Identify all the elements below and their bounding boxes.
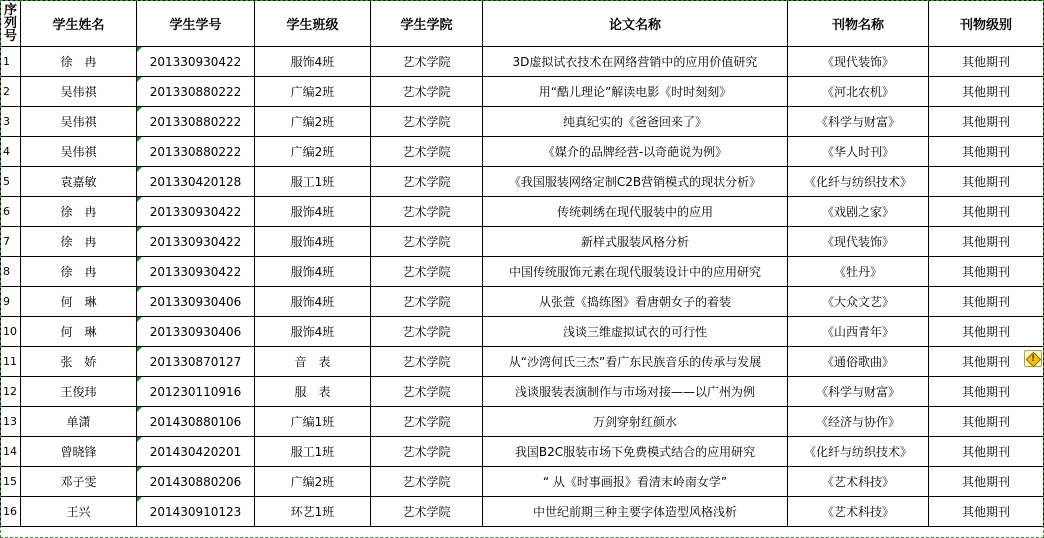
cell-class[interactable]: 服饰4班 xyxy=(255,47,371,77)
cell-journal[interactable]: 《化纤与纺织技术》 xyxy=(788,167,929,197)
cell-paper[interactable]: 新样式服装风格分析 xyxy=(483,227,788,257)
header-paper[interactable]: 论文名称 xyxy=(483,1,788,47)
cell-student-id[interactable]: 201430910123 xyxy=(137,497,255,527)
cell-no[interactable]: 15 xyxy=(1,467,21,497)
cell-no[interactable]: 16 xyxy=(1,497,21,527)
cell-class[interactable]: 广编2班 xyxy=(255,107,371,137)
cell-level[interactable]: 其他期刊 xyxy=(929,137,1044,167)
header-college[interactable]: 学生学院 xyxy=(371,1,483,47)
cell-name[interactable]: 袁嘉敏 xyxy=(21,167,137,197)
cell-student-id[interactable]: 201330930422 xyxy=(137,227,255,257)
cell-level[interactable]: 其他期刊 xyxy=(929,377,1044,407)
cell-student-id[interactable]: 201430880106 xyxy=(137,407,255,437)
cell-student-id[interactable]: 201330870127 xyxy=(137,347,255,377)
cell-level[interactable]: 其他期刊 xyxy=(929,257,1044,287)
cell-student-id[interactable]: 201330880222 xyxy=(137,107,255,137)
cell-college[interactable]: 艺术学院 xyxy=(371,77,483,107)
cell-paper[interactable]: 中国传统服饰元素在现代服装设计中的应用研究 xyxy=(483,257,788,287)
cell-class[interactable]: 服饰4班 xyxy=(255,287,371,317)
cell-name[interactable]: 徐 冉 xyxy=(21,197,137,227)
cell-level[interactable]: 其他期刊 xyxy=(929,287,1044,317)
cell-college[interactable]: 艺术学院 xyxy=(371,167,483,197)
cell-level[interactable]: 其他期刊 xyxy=(929,467,1044,497)
cell-student-id[interactable]: 201330930422 xyxy=(137,47,255,77)
cell-no[interactable]: 12 xyxy=(1,377,21,407)
table-row xyxy=(1,197,1044,227)
cell-no[interactable]: 3 xyxy=(1,107,21,137)
cell-paper[interactable]: 中世纪前期三种主要字体造型风格浅析 xyxy=(483,497,788,527)
cell-college[interactable]: 艺术学院 xyxy=(371,287,483,317)
cell-level[interactable]: 其他期刊 xyxy=(929,497,1044,527)
cell-class[interactable]: 服工1班 xyxy=(255,437,371,467)
cell-journal[interactable]: 《戏剧之家》 xyxy=(788,197,929,227)
cell-no[interactable]: 5 xyxy=(1,167,21,197)
cell-no[interactable]: 6 xyxy=(1,197,21,227)
cell-class[interactable]: 环艺1班 xyxy=(255,497,371,527)
cell-name[interactable]: 吴伟祺 xyxy=(21,107,137,137)
warning-diamond-icon[interactable] xyxy=(1024,350,1042,367)
cell-journal[interactable]: 《山西青年》 xyxy=(788,317,929,347)
cell-paper[interactable]: 浅谈服装表演制作与市场对接——以广州为例 xyxy=(483,377,788,407)
cell-level[interactable]: 其他期刊 ! xyxy=(929,347,1044,377)
cell-no[interactable]: 1 xyxy=(1,47,21,77)
cell-class[interactable]: 服 表 xyxy=(255,377,371,407)
cell-student-id[interactable]: 201330880222 xyxy=(137,77,255,107)
header-class[interactable]: 学生班级 xyxy=(255,1,371,47)
table-row xyxy=(1,317,1044,347)
cell-level[interactable]: 其他期刊 xyxy=(929,77,1044,107)
table-row xyxy=(1,497,1044,527)
cell-name[interactable]: 吴伟祺 xyxy=(21,77,137,107)
cell-paper[interactable]: 《媒介的品牌经营-以奇葩说为例》 xyxy=(483,137,788,167)
cell-paper[interactable]: 《我国服装网络定制C2B营销模式的现状分析》 xyxy=(483,167,788,197)
cell-no[interactable]: 4 xyxy=(1,137,21,167)
cell-level[interactable]: 其他期刊 xyxy=(929,227,1044,257)
cell-no[interactable]: 11 xyxy=(1,347,21,377)
cell-name[interactable]: 徐 冉 xyxy=(21,47,137,77)
cell-no[interactable]: 2 xyxy=(1,77,21,107)
cell-name[interactable]: 何 琳 xyxy=(21,317,137,347)
cell-paper[interactable]: 浅谈三维虚拟试衣的可行性 xyxy=(483,317,788,347)
cell-level[interactable]: 其他期刊 xyxy=(929,317,1044,347)
cell-college[interactable]: 艺术学院 xyxy=(371,227,483,257)
cell-paper[interactable]: 万剑穿射红颜水 xyxy=(483,407,788,437)
header-no-line: 列 xyxy=(3,16,17,31)
table-row xyxy=(1,47,1044,77)
cell-paper[interactable]: 传统刺绣在现代服装中的应用 xyxy=(483,197,788,227)
cell-college[interactable]: 艺术学院 xyxy=(371,137,483,167)
cell-college[interactable]: 艺术学院 xyxy=(371,197,483,227)
cell-journal[interactable]: 《科学与财富》 xyxy=(788,377,929,407)
cell-paper[interactable]: 用“酷儿理论”解读电影《时时刻刻》 xyxy=(483,77,788,107)
cell-journal[interactable]: 《现代装饰》 xyxy=(788,47,929,77)
cell-level[interactable]: 其他期刊 xyxy=(929,47,1044,77)
cell-college[interactable]: 艺术学院 xyxy=(371,347,483,377)
table-row xyxy=(1,107,1044,137)
cell-paper[interactable]: 3D虚拟试衣技术在网络营销中的应用价值研究 xyxy=(483,47,788,77)
table-row xyxy=(1,407,1044,437)
table-row xyxy=(1,137,1044,167)
cell-name[interactable]: 徐 冉 xyxy=(21,257,137,287)
cell-no[interactable]: 9 xyxy=(1,287,21,317)
cell-student-id[interactable]: 201330930406 xyxy=(137,287,255,317)
cell-level[interactable]: 其他期刊 xyxy=(929,407,1044,437)
cell-journal[interactable]: 《经济与协作》 xyxy=(788,407,929,437)
cell-name[interactable]: 何 琳 xyxy=(21,287,137,317)
table-row xyxy=(1,77,1044,107)
cell-college[interactable]: 艺术学院 xyxy=(371,437,483,467)
header-level[interactable]: 刊物级别 xyxy=(929,1,1044,47)
cell-college[interactable]: 艺术学院 xyxy=(371,497,483,527)
cell-class[interactable]: 服工1班 xyxy=(255,167,371,197)
header-no-line: 号 xyxy=(3,29,17,44)
page-break-left xyxy=(0,0,1,538)
cell-class[interactable]: 服饰4班 xyxy=(255,197,371,227)
header-name[interactable]: 学生姓名 xyxy=(21,1,137,47)
cell-student-id[interactable]: 201330420128 xyxy=(137,167,255,197)
cell-level[interactable]: 其他期刊 xyxy=(929,107,1044,137)
cell-student-id[interactable]: 201230110916 xyxy=(137,377,255,407)
cell-college[interactable]: 艺术学院 xyxy=(371,317,483,347)
cell-no[interactable]: 10 xyxy=(1,317,21,347)
cell-name[interactable]: 王俊玮 xyxy=(21,377,137,407)
header-row xyxy=(1,1,1044,47)
cell-name[interactable]: 邓子雯 xyxy=(21,467,137,497)
cell-no[interactable]: 7 xyxy=(1,227,21,257)
cell-college[interactable]: 艺术学院 xyxy=(371,407,483,437)
cell-class[interactable]: 音 表 xyxy=(255,347,371,377)
cell-journal[interactable]: 《华人时刊》 xyxy=(788,137,929,167)
cell-name[interactable]: 单潇 xyxy=(21,407,137,437)
table-row xyxy=(1,227,1044,257)
cell-name[interactable]: 张 娇 xyxy=(21,347,137,377)
cell-class[interactable]: 服饰4班 xyxy=(255,317,371,347)
cell-paper[interactable]: 纯真纪实的《爸爸回来了》 xyxy=(483,107,788,137)
cell-class[interactable]: 服饰4班 xyxy=(255,257,371,287)
cell-student-id[interactable]: 201330880222 xyxy=(137,137,255,167)
cell-no[interactable]: 8 xyxy=(1,257,21,287)
cell-student-id[interactable]: 201430880206 xyxy=(137,467,255,497)
table-body xyxy=(1,47,1044,527)
cell-level[interactable]: 其他期刊 xyxy=(929,437,1044,467)
cell-class[interactable]: 服饰4班 xyxy=(255,227,371,257)
cell-paper[interactable]: 我国B2C服装市场下免费模式结合的应用研究 xyxy=(483,437,788,467)
cell-student-id[interactable]: 201330930422 xyxy=(137,197,255,227)
cell-class[interactable]: 广编2班 xyxy=(255,77,371,107)
cell-no[interactable]: 13 xyxy=(1,407,21,437)
cell-name[interactable]: 徐 冉 xyxy=(21,227,137,257)
header-no-line: 序 xyxy=(3,3,17,18)
header-student-id[interactable]: 学生学号 xyxy=(137,1,255,47)
cell-journal[interactable]: 《现代装饰》 xyxy=(788,227,929,257)
cell-level[interactable]: 其他期刊 xyxy=(929,167,1044,197)
table-row xyxy=(1,377,1044,407)
cell-no[interactable]: 14 xyxy=(1,437,21,467)
cell-journal[interactable]: 《科学与财富》 xyxy=(788,107,929,137)
cell-journal[interactable]: 《牡丹》 xyxy=(788,257,929,287)
cell-journal[interactable]: 《艺术科技》 xyxy=(788,467,929,497)
cell-name[interactable]: 曾晓锋 xyxy=(21,437,137,467)
table-row xyxy=(1,467,1044,497)
table-row xyxy=(1,167,1044,197)
cell-journal[interactable]: 《通俗歌曲》 xyxy=(788,347,929,377)
cell-student-id[interactable]: 201330930422 xyxy=(137,257,255,287)
table-row xyxy=(1,287,1044,317)
table-row xyxy=(1,257,1044,287)
cell-college[interactable]: 艺术学院 xyxy=(371,377,483,407)
cell-journal[interactable]: 《大众文艺》 xyxy=(788,287,929,317)
cell-name[interactable]: 王兴 xyxy=(21,497,137,527)
cell-student-id[interactable]: 201330930406 xyxy=(137,317,255,347)
table-row xyxy=(1,347,1044,377)
cell-class[interactable]: 广编2班 xyxy=(255,467,371,497)
cell-college[interactable]: 艺术学院 xyxy=(371,107,483,137)
cell-paper[interactable]: “ 从《时事画报》看清末岭南女学” xyxy=(483,467,788,497)
cell-college[interactable]: 艺术学院 xyxy=(371,47,483,77)
cell-class[interactable]: 广编2班 xyxy=(255,137,371,167)
cell-college[interactable]: 艺术学院 xyxy=(371,467,483,497)
cell-name[interactable]: 吴伟祺 xyxy=(21,137,137,167)
table-row xyxy=(1,437,1044,467)
page-break-top xyxy=(0,0,1044,1)
cell-journal[interactable]: 《河北农机》 xyxy=(788,77,929,107)
cell-journal[interactable]: 《化纤与纺织技术》 xyxy=(788,437,929,467)
header-no[interactable] xyxy=(1,1,21,47)
cell-journal[interactable]: 《艺术科技》 xyxy=(788,497,929,527)
cell-college[interactable]: 艺术学院 xyxy=(371,257,483,287)
cell-class[interactable]: 广编1班 xyxy=(255,407,371,437)
cell-paper[interactable]: 从张萱《捣练图》看唐朝女子的着装 xyxy=(483,287,788,317)
cell-paper[interactable]: 从“沙湾何氏三杰”看广东民族音乐的传承与发展 xyxy=(483,347,788,377)
cell-level[interactable]: 其他期刊 xyxy=(929,197,1044,227)
header-journal[interactable]: 刊物名称 xyxy=(788,1,929,47)
cell-student-id[interactable]: 201430420201 xyxy=(137,437,255,467)
